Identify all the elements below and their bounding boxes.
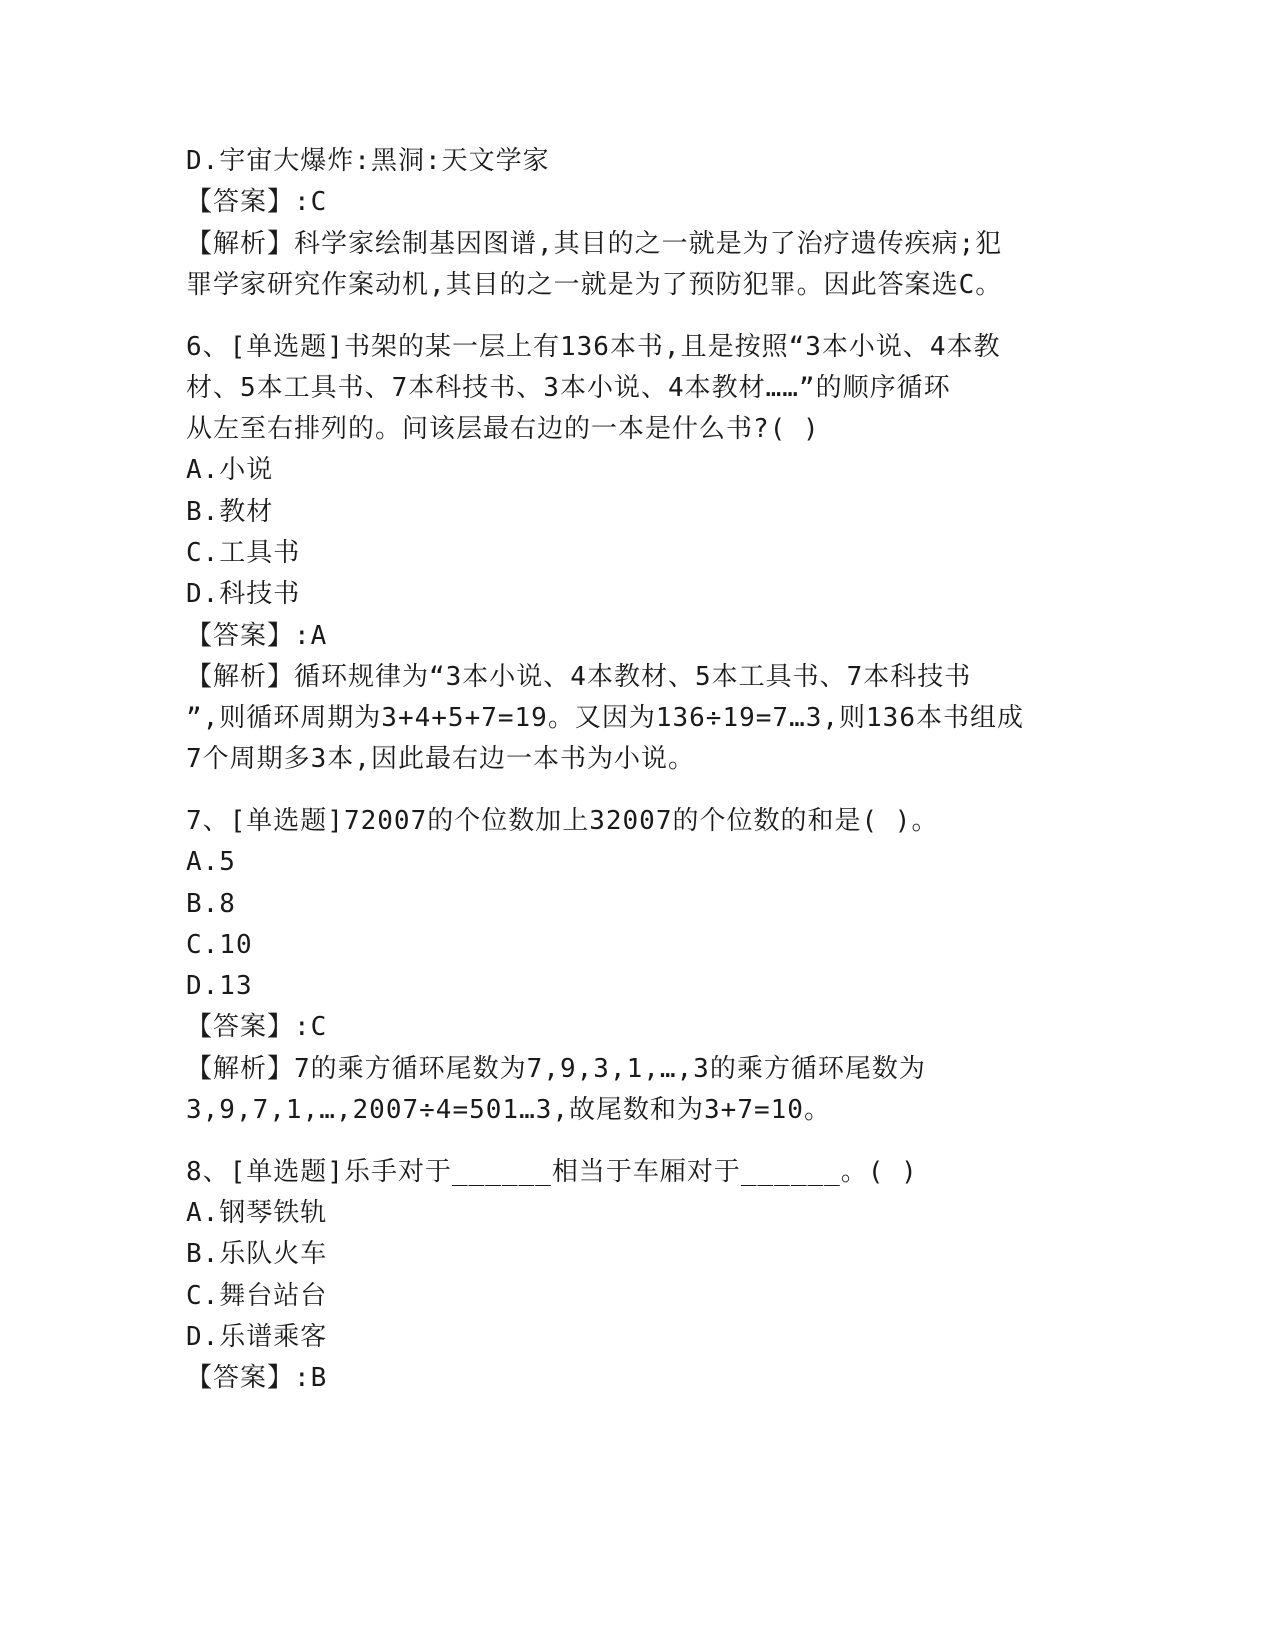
q6-option-a: A.小说 [186,455,274,485]
q6-explanation-line-3: 7个周期多3本,因此最右边一本书为小说。 [186,744,695,774]
q6-answer: 【答案】:A [186,621,328,651]
q8-option-c: C.舞台站台 [186,1281,328,1311]
q6-option-b: B.教材 [186,497,274,527]
q6-stem-line-1: 6、[单选题]书架的某一层上有136本书,且是按照“3本小说、4本教 [186,332,1001,362]
q8-stem-line-1: 8、[单选题]乐手对于______相当于车厢对于______。( ) [186,1157,918,1187]
q5-answer: 【答案】:C [186,187,328,217]
q7-option-c: C.10 [186,930,253,960]
q6-stem-line-3: 从左至右排列的。问该层最右边的一本是什么书?( ) [186,414,820,444]
q8-answer: 【答案】:B [186,1363,328,1393]
q6-explanation-line-1: 【解析】循环规律为“3本小说、4本教材、5本工具书、7本科技书 [186,662,972,692]
q5-option-d: D.宇宙大爆炸:黑洞:天文学家 [186,146,550,176]
q7-option-d: D.13 [186,971,253,1001]
q6-option-c: C.工具书 [186,538,301,568]
q7-explanation-line-2: 3,9,7,1,…,2007÷4=501…3,故尾数和为3+7=10。 [186,1095,831,1125]
q5-explanation-line-2: 罪学家研究作案动机,其目的之一就是为了预防犯罪。因此答案选C。 [186,270,1003,300]
q6-stem-line-2: 材、5本工具书、7本科技书、3本小说、4本教材……”的顺序循环 [186,373,951,403]
q5-explanation-line-1: 【解析】科学家绘制基因图谱,其目的之一就是为了治疗遗传疾病;犯 [186,229,1003,259]
q7-explanation-line-1: 【解析】7的乘方循环尾数为7,9,3,1,…,3的乘方循环尾数为 [186,1054,926,1084]
q8-option-d: D.乐谱乘客 [186,1322,328,1352]
q6-option-d: D.科技书 [186,579,301,609]
q7-option-b: B.8 [186,889,236,919]
q8-option-b: B.乐队火车 [186,1239,328,1269]
q8-option-a: A.钢琴铁轨 [186,1198,328,1228]
q7-option-a: A.5 [186,847,236,877]
q6-explanation-line-2: ”,则循环周期为3+4+5+7=19。又因为136÷19=7…3,则136本书组成 [186,703,1024,733]
q7-answer: 【答案】:C [186,1012,328,1042]
q7-stem-line-1: 7、[单选题]72007的个位数加上32007的个位数的和是( )。 [186,806,939,836]
